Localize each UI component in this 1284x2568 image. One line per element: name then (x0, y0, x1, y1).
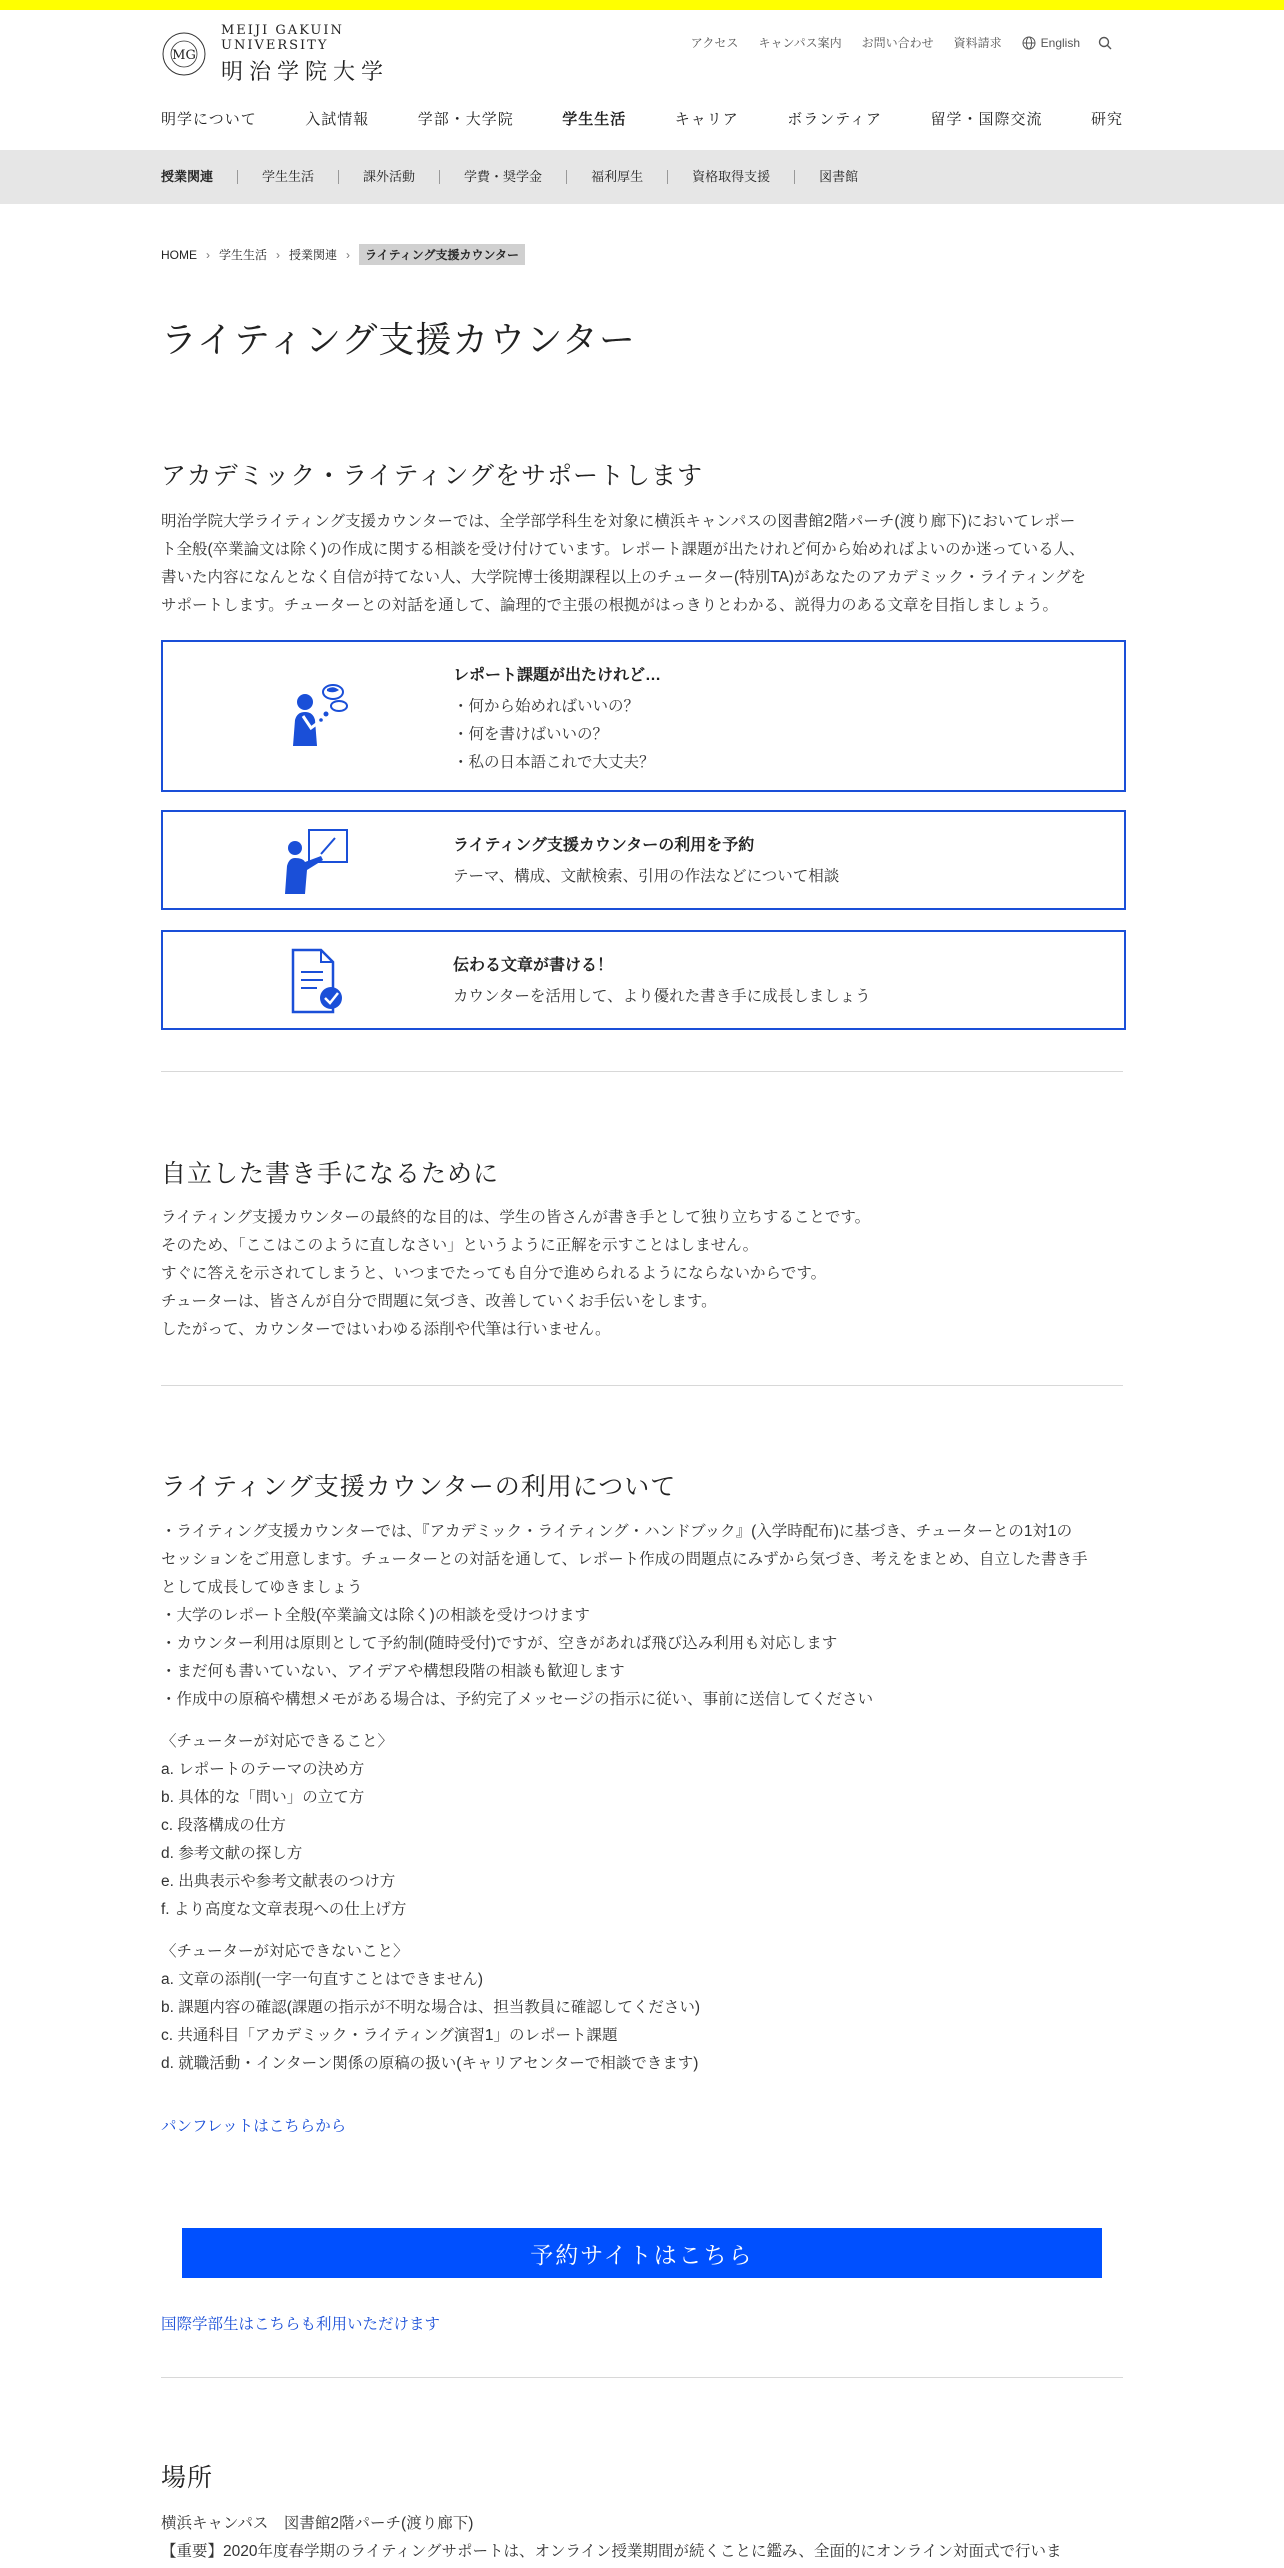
gnav-volunteer[interactable]: ボランティア (787, 111, 882, 128)
list-item: f. より高度な文章表現への仕上げ方 (161, 1901, 407, 1918)
list-item: c. 段落構成の仕方 (161, 1817, 286, 1834)
box-line: ・私の日本語これで大丈夫？ (453, 754, 655, 771)
section-heading-location: 場所 (161, 2464, 214, 2492)
subnav-student-life[interactable]: 学生生活 (237, 170, 338, 184)
box-line: ・何から始めればいいの？ (453, 698, 640, 715)
divider (161, 1385, 1123, 1386)
english-link[interactable] (1022, 36, 1080, 50)
text-line: ・大学のレポート全般(卒業論文は除く)の相談を受けつけます (161, 1607, 590, 1624)
divider (161, 2377, 1123, 2378)
text-line: 明治学院大学ライティング支援カウンターでは、全学部学科生を対象に横浜キャンパスの図書館2階パーチ(渡り廊下)においてレポー (161, 513, 1076, 530)
subnav-library[interactable]: 図書館 (794, 170, 882, 184)
gnav-international[interactable]: 留学・国際交流 (930, 111, 1043, 128)
list-item: a. レポートのテーマの決め方 (161, 1761, 365, 1778)
text-line: サポートします。チューターとの対話を通して、論理的で主張の根拠がはっきりとわかる、説得力のある文章を目指しましょう。 (161, 597, 1058, 614)
text-line: ・まだ何も書いていない、アイデアや構想段階の相談も歓迎します (161, 1663, 625, 1680)
box-title: レポート課題が出たけれど… (453, 667, 662, 684)
text-line: 【重要】2020年度春学期のライティングサポートは、オンライン授業期間が続くことに鑑み、全面的にオンライン対面式で行いま (161, 2543, 1062, 2560)
section-heading-support: アカデミック・ライティングをサポートします (161, 462, 704, 490)
text-line: そのため、「ここはこのように直しなさい」というように正解を示すことはしません。 (161, 1237, 759, 1254)
gnav-admission[interactable]: 入試情報 (305, 111, 370, 128)
info-box-assignment (161, 640, 1126, 792)
gnav-faculty[interactable]: 学部・大学院 (417, 111, 514, 128)
globe-icon (1022, 36, 1036, 50)
list-item: a. 文章の添削(一字一句直すことはできません) (161, 1971, 484, 1988)
box-line: ・何を書けばいいの？ (453, 726, 609, 743)
breadcrumb-classes[interactable]: 授業関連 (289, 248, 338, 262)
gnav-about[interactable]: 明学について (161, 111, 257, 128)
list-item: e. 出典表示や参考文献表のつけ方 (161, 1873, 396, 1890)
breadcrumb (161, 244, 525, 265)
logo-japanese: 明治学院大学 (221, 59, 390, 85)
english-label: English (1040, 35, 1080, 50)
international-students-link[interactable]: 国際学部生はこちらも利用いただけます (161, 2316, 441, 2333)
util-contact[interactable]: お問い合わせ (861, 36, 934, 50)
text-line: ・作成中の原稿や構想メモがある場合は、予約完了メッセージの指示に従い、事前に送信してください (161, 1691, 874, 1708)
info-box-writing (161, 930, 1126, 1030)
page-title: ライティング支援カウンター (161, 319, 636, 360)
document-check-icon (281, 946, 353, 1018)
gnav-research[interactable]: 研究 (1090, 111, 1123, 128)
text-line: すぐに答えを示されてしまうと、いつまでたっても自分で進められるようにならないからです。 (161, 1265, 827, 1282)
utility-nav (671, 34, 1112, 51)
section-support-text (161, 508, 1123, 620)
section-heading-independent: 自立した書き手になるために (161, 1160, 500, 1188)
list-item: d. 就職活動・インターン関係の原稿の扱い(キャリアセンターで相談できます) (161, 2055, 699, 2072)
presenter-icon (281, 826, 353, 898)
university-seal-icon (161, 31, 207, 77)
cannot-list (161, 1938, 1123, 2078)
sub-nav (0, 150, 1284, 204)
gnav-student-life[interactable]: 学生生活 (562, 108, 626, 149)
box-line: テーマ、構成、文献検索、引用の作法などについて相談 (453, 868, 840, 885)
info-box-reserve (161, 810, 1126, 910)
site-logo[interactable] (161, 22, 421, 85)
chevron-right-icon: › (346, 247, 351, 262)
util-access[interactable]: アクセス (690, 36, 739, 50)
chevron-right-icon: › (206, 247, 210, 262)
text-line: セッションをご用意します。チューターとの対話を通して、レポート作成の問題点にみずから気づき、考えをまとめ、自立した書き手 (161, 1551, 1088, 1568)
chevron-right-icon: › (276, 247, 281, 262)
subnav-tuition[interactable]: 学費・奨学金 (439, 170, 566, 184)
text-line: ・ライティング支援カウンターでは、『アカデミック・ライティング・ハンドブック』(入学時配布)に基づき、チューターとの1対1の (161, 1523, 1073, 1540)
divider (161, 1071, 1123, 1072)
subnav-classes[interactable]: 授業関連 (161, 169, 214, 184)
can-list (161, 1728, 1123, 1924)
search-button[interactable] (1098, 36, 1112, 50)
reservation-site-button[interactable]: 予約サイトはこちら (182, 2228, 1102, 2278)
list-item: d. 参考文献の探し方 (161, 1845, 303, 1862)
list-item: b. 具体的な「問い」の立て方 (161, 1789, 365, 1806)
list-item: c. 共通科目「アカデミック・ライティング演習1」のレポート課題 (161, 2027, 618, 2044)
text-line: 横浜キャンパス 図書館2階パーチ(渡り廊下) (161, 2515, 474, 2532)
box-title: 伝わる文章が書ける！ (453, 957, 614, 974)
subnav-extracurricular[interactable]: 課外活動 (338, 170, 439, 184)
box-title: ライティング支援カウンターの利用を予約 (453, 837, 755, 854)
svg-text:MG: MG (172, 48, 196, 63)
logo-english: MEIJI GAKUIN UNIVERSITY (221, 22, 344, 53)
list-item: b. 課題内容の確認(課題の指示が不明な場合は、担当教員に確認してください) (161, 1999, 701, 2016)
top-accent-bar (0, 0, 1284, 10)
list-title: 〈チューターが対応できないこと〉 (161, 1943, 409, 1960)
subnav-qualification[interactable]: 資格取得支援 (667, 170, 794, 184)
breadcrumb-student-life[interactable]: 学生生活 (219, 248, 268, 262)
text-line: したがって、カウンターではいわゆる添削や代筆は行いません。 (161, 1321, 611, 1338)
global-nav (161, 108, 1123, 149)
section-independent-text (161, 1204, 1123, 1344)
section-heading-usage: ライティング支援カウンターの利用について (161, 1473, 677, 1501)
pamphlet-link[interactable]: パンフレットはこちらから (161, 2118, 347, 2135)
search-icon (1098, 36, 1112, 50)
text-line: ・カウンター利用は原則として予約制(随時受付)ですが、空きがあれば飛び込み利用も対応します (161, 1635, 838, 1652)
box-line: カウンターを活用して、より優れた書き手に成長しましょう (453, 988, 871, 1005)
util-request[interactable]: 資料請求 (953, 36, 1002, 50)
text-line: ト全般(卒業論文は除く)の作成に関する相談を受け付けています。レポート課題が出たけれど何から始めればよいのか迷っている人、 (161, 541, 1085, 558)
gnav-career[interactable]: キャリア (674, 111, 739, 128)
util-campus[interactable]: キャンパス案内 (758, 36, 842, 50)
text-line: として成長してゆきましょう (161, 1579, 363, 1596)
subnav-welfare[interactable]: 福利厚生 (566, 170, 667, 184)
thinking-person-icon (281, 680, 353, 752)
site-header (0, 10, 1284, 150)
section-location-text (161, 2510, 1123, 2566)
breadcrumb-home[interactable]: HOME (161, 247, 197, 262)
breadcrumb-current: ライティング支援カウンター (359, 244, 525, 265)
text-line: チューターは、皆さんが自分で問題に気づき、改善していくお手伝いをします。 (161, 1293, 717, 1310)
list-title: 〈チューターが対応できること〉 (161, 1733, 394, 1750)
section-usage-text (161, 1518, 1123, 2078)
text-line: ライティング支援カウンターの最終的な目的は、学生の皆さんが書き手として独り立ちすることです。 (161, 1209, 871, 1226)
text-line: 書いた内容になんとなく自信が持てない人、大学院博士後期課程以上のチューター(特別TA)があなたのアカデミック・ライティングを (161, 569, 1087, 586)
